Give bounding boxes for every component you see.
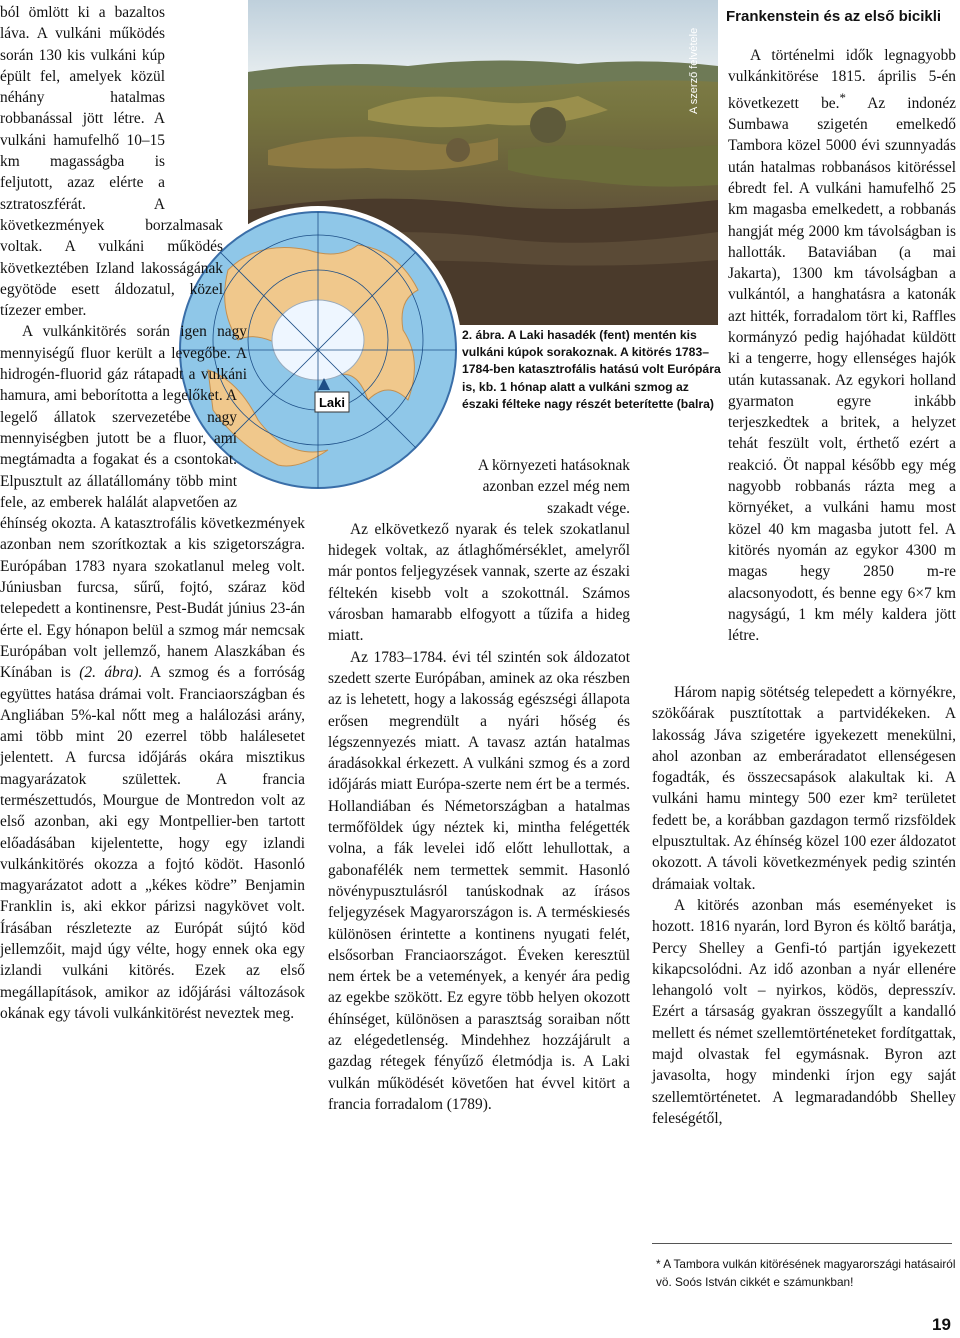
middle-paragraph-2: Az elkövetkező nyarak és telek szokatlanul hidegek voltak, az átlaghőmérséklet, amelyről már pontos feljegyzések vannak, szerte az északi féltekén kisebb volt a szokottnál. Számos városban hamarabb elfogyott a tűzifa a hideg miatt. — [328, 520, 630, 645]
page-number: 19 — [932, 1315, 951, 1334]
right-paragraph-2: Három napig sötétség telepedett a környékre, szökőárak pusztítottak a partvidékeken. A lakosság Jáva szigetére igyekezett menekülni, ahol azonban az emberáradatot ellenségesen fogadták, és összecsapások alakultak ki. A vulkáni hamu mintegy 500 ezer km² területet fedett be, a korábban gazdagon termő rizsföldek elpusztultak. Az éhínség közel 100 ezer áldozatot okozott. A távoli következmények pedig szintén drámaiak voltak. — [652, 684, 956, 893]
footnote-marker: * — [839, 90, 846, 105]
figure-reference: (2. ábra). — [79, 664, 143, 682]
middle-paragraph-1: A környezeti hatásoknak azonban ezzel még nem szakadt vége. — [477, 457, 630, 517]
figure-number: 2. ábra. — [462, 328, 505, 342]
right-paragraph-1: A történelmi idők legnagyobb vulkánkitörése 1815. április 5-én következett be.* Az indonéz Sumbawa szigetén emelkedő Tambora közel 5000 évi szunnyadás után hatalmas robbanásos kitöréssel ébredt fel. A vulkáni hamufelhő 25 km magasba emelkedett, a robbanás hangját még 2000 km távolságban is hallották. Bataviában (a mai Jakarta), 1300 km távolságban a vulkántól, a hanghatásra a katonák azt hitték, forradalom tört ki, Raffles kormányzó pedig hajóhadat küldött ki a tengerre, hogy ellenséges hajók után kutassanak. Az egykori holland gyarmaton egyre inkább terjeszkedtek a britek, a helyzet tehát feszült volt, érthető ezért a reakció. Öt nappal később egy még nagyobb robbanás rázta meg a környéket, a vulkáni hamu most közel 40 km magasba jutott fel. A kitörés nyomán az egykor 4300 m magas hegy 2850 m-re alacsonyodott, és benne egy 6×7 km nagyságú, 1 km mély kaldera jött létre. — [728, 47, 957, 645]
left-paragraph-2: A vulkánkitörés során igen nagy mennyiségű fluor került a levegőbe. A hidrogén-fluorid gáz rátapadt a vulkáni hamura, ami beborította a legelőket. A legelő állatok szervezetébe nagy mennyiségben jutott be a fluor, ami megtámadta a fogakat és a csontokat. Elpusztult az állatállomány több mint fele, az emberek halálát alapvetően az éhínség okozta. A katasztrofális következmények azonban nem szorítkoztak a kis szigetországra. Európában 1783 nyara szokatlanul meleg volt. Júniusban furcsa, sűrű, fojtó, száraz köd telepedett a kontinensre, Pest-Budát június 23-án érte el. Egy hónapon belül a szmog már nemcsak Európában volt jellemző, hanem Alaszkában és Kínában is (2. ábra). A szmog és a forróság együttes hatása drámai volt. Franciaországban és Angliában 5%-kal nőtt meg a halálozási arány, ami több mint 20 ezerrel több halálesetet jelentett. A furcsa időjárás okára misztikus magyarázatok születtek. A francia természettudós, Mourgue de Montredon volt az első azonban, aki egy Montpellier-ben tartott előadásában kijelentette, hogy egy izlandi vulkánkitörés okozza a fojtó ködöt. Hasonló magyarázatot adott a „kékes ködre” Benjamin Franklin is, aki ekkor párizsi nagykövet volt. Írásában részletezte az Európát sújtó köd jellemzőit, majd úgy vélte, hogy ennek oka egy izlandi vulkáni kitörés. Ezek az első megállapítások, amikor az időjárási változások okának egy távoli vulkánkitörést neveztek meg. — [0, 323, 305, 1022]
photo-credit: A szerző felvétele — [688, 27, 700, 114]
middle-column — [328, 455, 630, 1115]
left-paragraph-1: ból ömlött ki a bazaltos láva. A vulkáni működés során 130 kis vulkáni kúp épült fel, amelyek közül néhány hatalmas robbanással jött létre. A vulkáni hamufelhő 10–15 km magasságba is feljutott, azaz elérte a sztratoszférát. A következmények borzalmasak voltak. A vulkáni működés következtében Izland lakosságának egyötöde esett áldozatul, közel tízezer ember. — [0, 4, 223, 320]
left-column — [0, 2, 305, 1024]
right-paragraph-3: A kitörés azonban más eseményeket is hozott. 1816 nyarán, lord Byron és költő barátja, Percy Shelley a Genfi-tó partján igyekezett kikapcsolódni. Az idő azonban a nyár ellenére lehangoló volt – nyirkos, ködös, depresszív. Ezért a társaság gyakran összegyűlt a kandalló mellett és német szellemtörténeteket fordítgattak, majd olvastak fel egymásnak. Byron azt javasolta, hogy mindenki írjon egy saját szellemtörténetet. A legmaradandóbb Shelley feleségétől, — [652, 896, 956, 1127]
footnote-divider — [652, 1243, 952, 1244]
caption-text: A Laki hasadék (fent) mentén kis vulkáni kúpok sorakoznak. A kitörés 1783–1784-ben katasztrofális hatású volt Európára is, kb. 1 hónap alatt a vulkáni szmog az északi félteke nagy részét beterítette (balra) — [462, 328, 721, 411]
sidebar-title: Frankenstein és az első bicikli — [724, 4, 960, 30]
figure-caption — [462, 327, 724, 413]
laki-label: Laki — [318, 395, 346, 410]
footnote: * A Tambora vulkán kitörésének magyarországi hatásairól vö. Soós István cikkét e számunkban! — [656, 1257, 956, 1289]
right-column-top — [728, 45, 956, 646]
middle-paragraph-3: Az 1783–1784. évi tél szintén sok áldozatot szedett szerte Európában, aminek az oka részben az is lehetett, hogy a lakosság egészségi állapota erősen megrendült a nyári hőség és légszennyezés miatt. A tavasz aztán hatalmas áradásokkal érkezett. A vulkáni szmog és a zord időjárás miatt Európa-szerte nem ért be a termés. Hollandiában és Németországban a hatalmas termőföldek úgy néztek ki, mintha felégették volna, a fák levelei idő előtt lehullottak, a gabonafélék nem termettek semmit. Hasonló növénypusztulásról tanúskodnak az írásos feljegyzések Magyarországon is. A terméskiesés különösen érintette a kontinens nyugati felét, elsősorban Franciaországot. Éveken keresztül nem értek be a vetemények, a kenyér ára pedig az egekbe szökött. Ez egyre több helyen okozott éhínséget, különösen a parasztság soraiban nőtt az elégedetlenség. Mindehhez hozzájárult a gazdag rétegek fényűző életmódja is. A Laki vulkán működését követően hat évvel kitört a francia forradalom (1789). — [328, 648, 630, 1113]
right-column-bottom — [652, 682, 956, 1129]
